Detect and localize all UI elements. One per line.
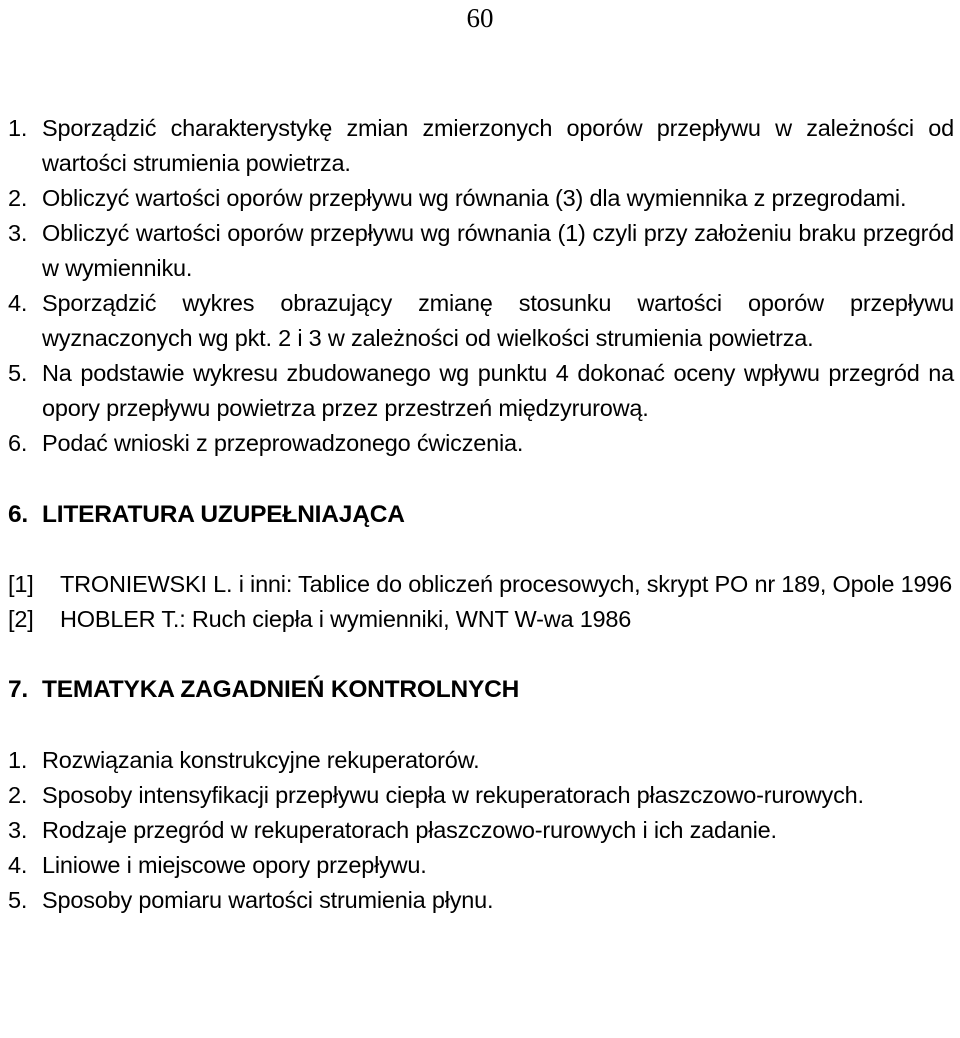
task-number: 2.	[8, 185, 28, 211]
question-text: Rodzaje przegród w rekuperatorach płaszczowo-rurowych i ich zadanie.	[42, 817, 777, 843]
question-list	[8, 743, 954, 918]
question-text: Sposoby intensyfikacji przepływu ciepła w rekuperatorach płaszczowo-rurowych.	[42, 782, 864, 808]
reference-number: [1]	[8, 571, 34, 597]
task-item	[8, 356, 954, 426]
section-title: LITERATURA UZUPEŁNIAJĄCA	[42, 501, 405, 528]
task-text: Na podstawie wykresu zbudowanego wg punktu 4 dokonać oceny wpływu przegród na opory przepływu powietrza przez przestrzeń międzyrurową.	[42, 360, 954, 421]
task-item	[8, 286, 954, 356]
task-item	[8, 426, 954, 461]
reference-number: [2]	[8, 606, 34, 632]
task-item	[8, 216, 954, 286]
topics-heading	[8, 672, 954, 707]
task-text: Obliczyć wartości oporów przepływu wg równania (3) dla wymiennika z przegrodami.	[42, 185, 907, 211]
reference-item	[8, 602, 954, 637]
task-item	[8, 181, 954, 216]
task-text: Podać wnioski z przeprowadzonego ćwiczenia.	[42, 430, 524, 456]
reference-item	[8, 567, 954, 602]
question-item	[8, 743, 954, 778]
section-number: 6.	[8, 501, 29, 528]
task-number: 4.	[8, 290, 28, 316]
task-number: 3.	[8, 220, 28, 246]
task-list	[8, 111, 954, 461]
task-text: Sporządzić charakterystykę zmian zmierzonych oporów przepływu w zależności od wartości strumienia powietrza.	[42, 115, 954, 176]
question-text: Liniowe i miejscowe opory przepływu.	[42, 852, 427, 878]
question-item	[8, 848, 954, 883]
question-item	[8, 883, 954, 918]
question-number: 4.	[8, 852, 28, 878]
task-text: Sporządzić wykres obrazujący zmianę stosunku wartości oporów przepływu wyznaczonych wg pkt. 2 i 3 w zależności od wielkości strumienia powietrza.	[42, 290, 954, 351]
section-title: TEMATYKA ZAGADNIEŃ KONTROLNYCH	[42, 676, 520, 703]
reference-text: HOBLER T.: Ruch ciepła i wymienniki, WNT W-wa 1986	[60, 606, 632, 632]
question-number: 1.	[8, 747, 28, 773]
task-number: 5.	[8, 360, 28, 386]
task-number: 6.	[8, 430, 28, 456]
question-number: 2.	[8, 782, 28, 808]
question-number: 3.	[8, 817, 28, 843]
task-text: Obliczyć wartości oporów przepływu wg równania (1) czyli przy założeniu braku przegród w wymienniku.	[42, 220, 954, 281]
literature-heading	[8, 497, 954, 532]
task-item	[8, 111, 954, 181]
reference-text: TRONIEWSKI L. i inni: Tablice do obliczeń procesowych, skrypt PO nr 189, Opole 1996	[60, 571, 953, 597]
document-body	[8, 111, 954, 918]
section-number: 7.	[8, 676, 29, 703]
question-item	[8, 778, 954, 813]
question-text: Sposoby pomiaru wartości strumienia płynu.	[42, 887, 494, 913]
question-item	[8, 813, 954, 848]
question-text: Rozwiązania konstrukcyjne rekuperatorów.	[42, 747, 480, 773]
page-number: 60	[466, 3, 494, 33]
question-number: 5.	[8, 887, 28, 913]
task-number: 1.	[8, 115, 28, 141]
reference-list	[8, 567, 954, 637]
